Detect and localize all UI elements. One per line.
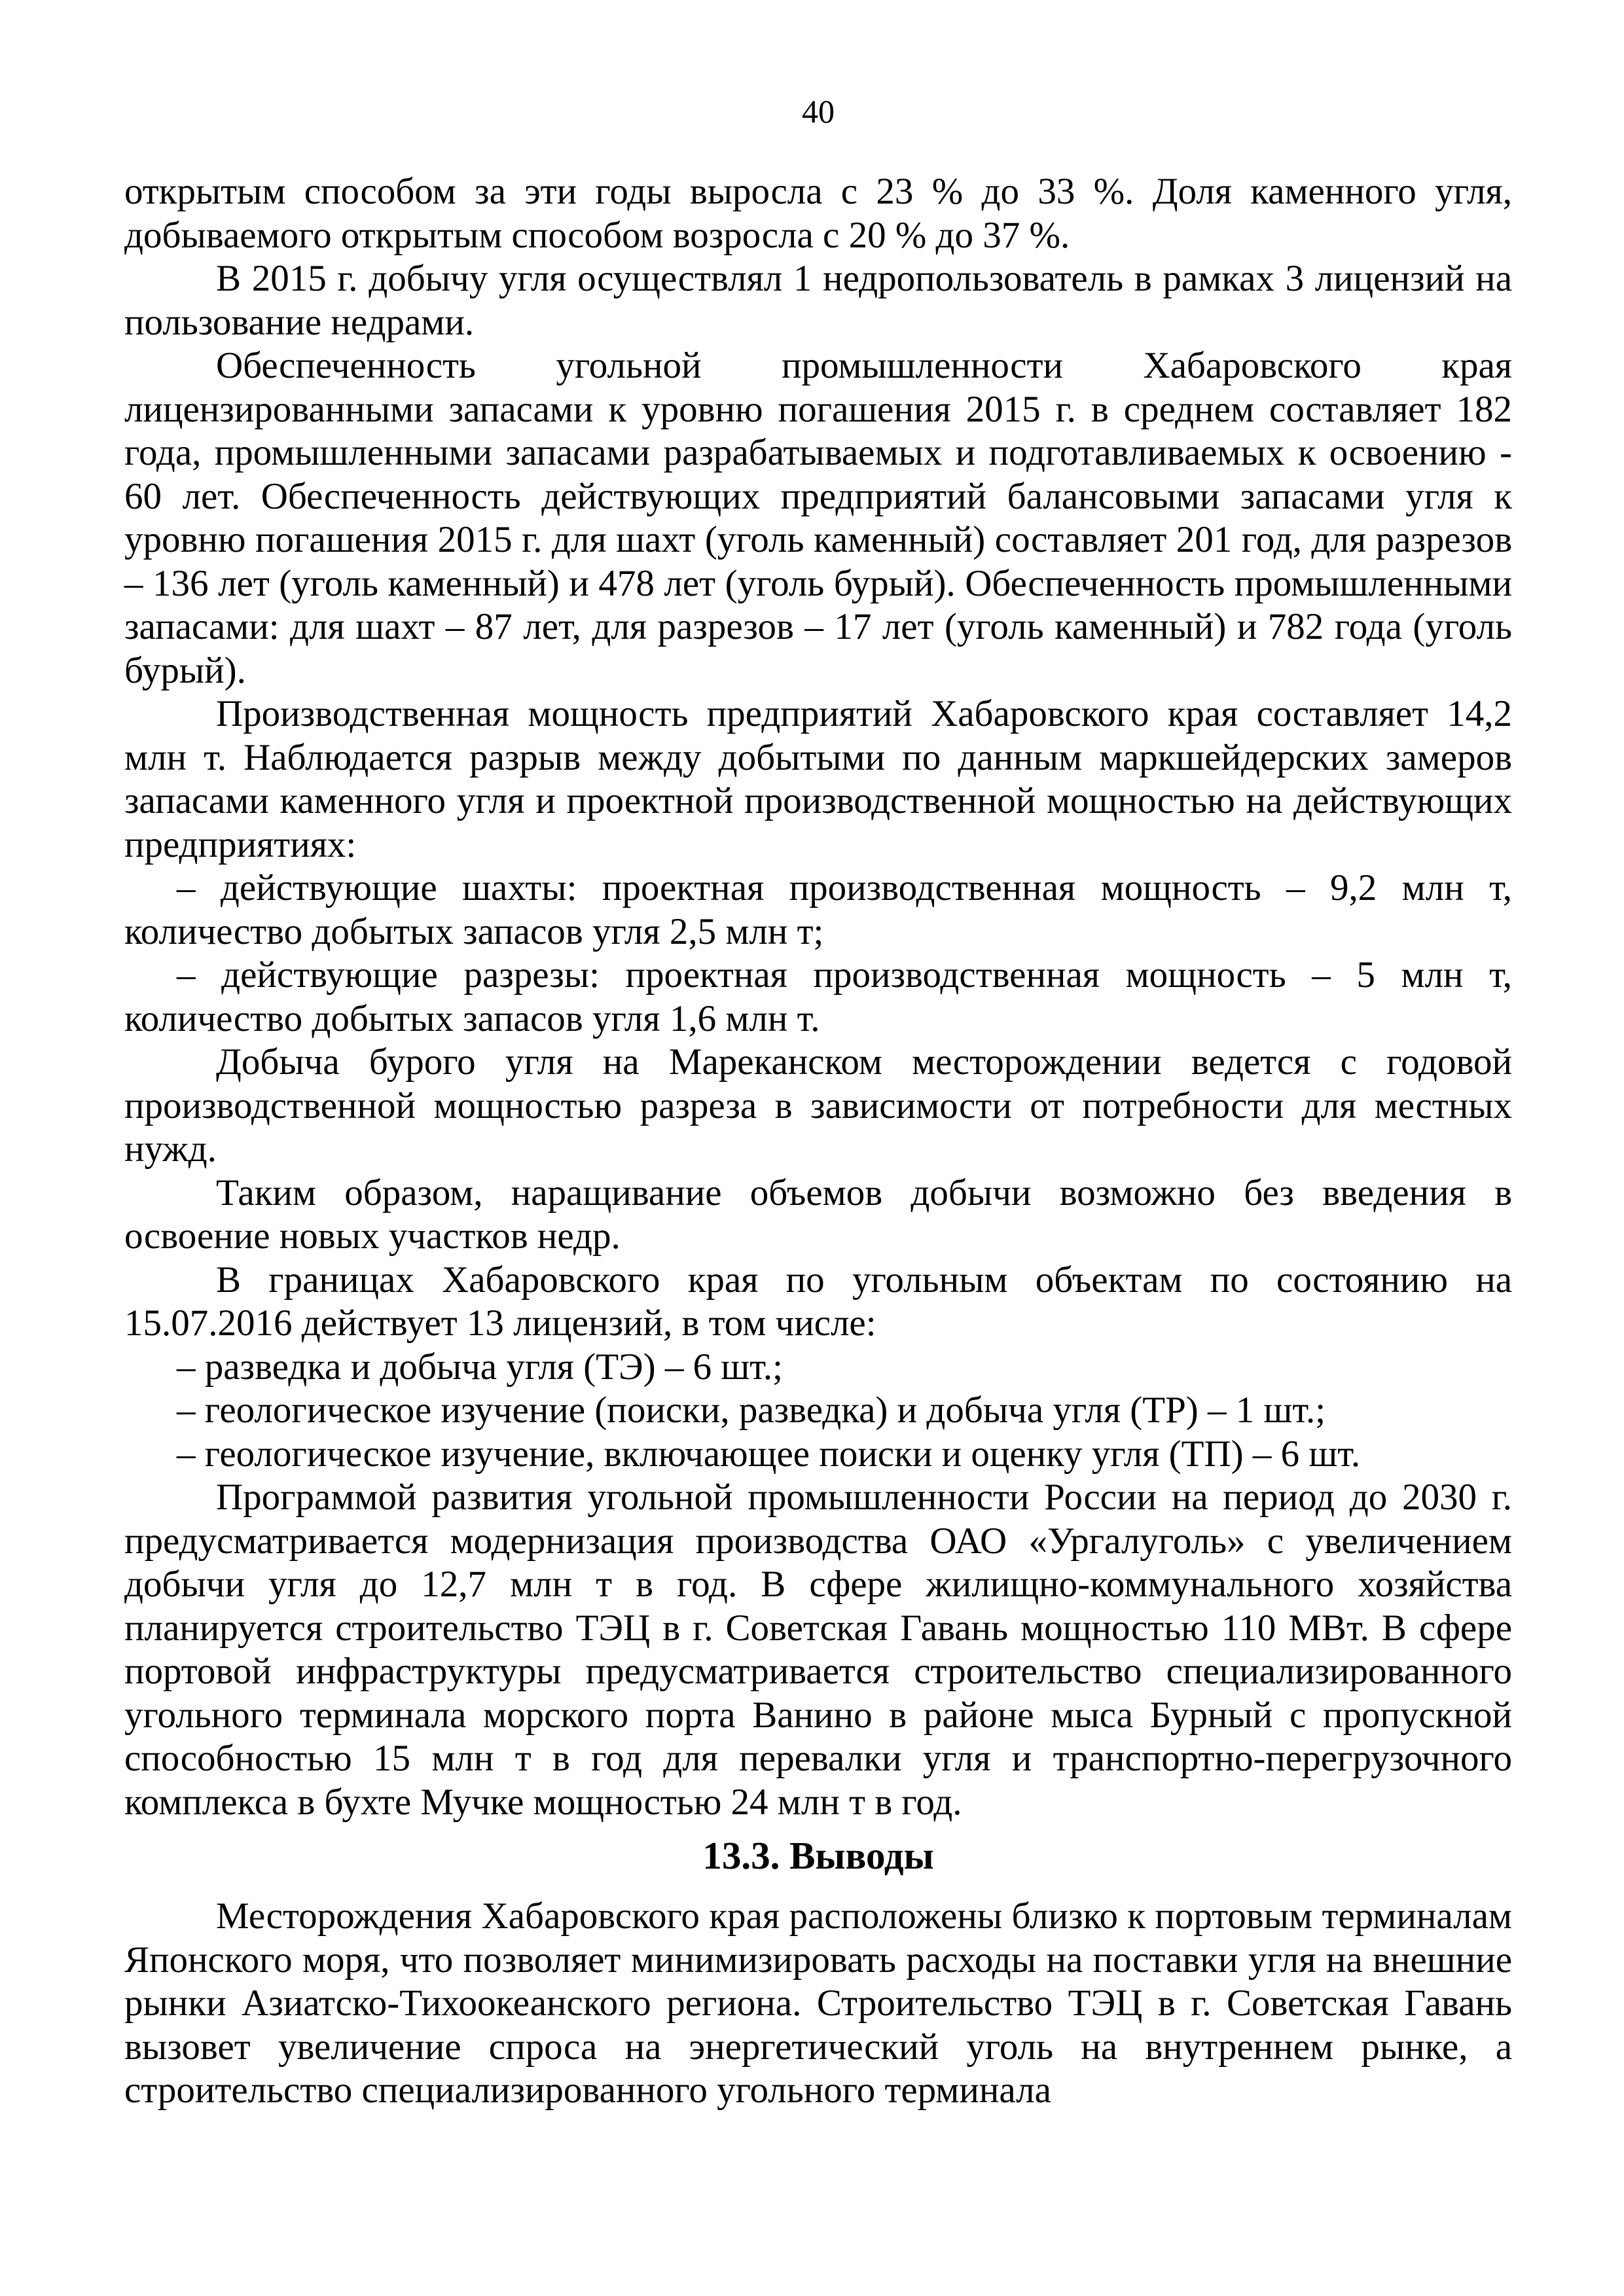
paragraph-production-capacity: Производственная мощность предприятий Хабаровского края составляет 14,2 млн т. Наблюдается разрыв между добытыми по данным маркшейдерских замеров запасами каменного угля и проектной производственной мощностью на действующих предприятиях: [124, 693, 1512, 865]
license-item: – геологическое изучение (поиски, разведка) и добыча угля (ТР) – 1 шт.; [177, 1390, 1326, 1431]
paragraph-marekan-deposit: Добыча бурого угля на Мареканском месторождении ведется с годовой производственной мощностью разреза в зависимости от потребности для местных нужд. [124, 1041, 1512, 1170]
paragraph-production-growth: Таким образом, наращивание объемов добычи возможно без введения в освоение новых участков недр. [124, 1172, 1512, 1257]
paragraph-subsoil-user: В 2015 г. добычу угля осуществлял 1 недропользователь в рамках 3 лицензий на пользование недрами. [124, 258, 1512, 343]
section-title: 13.3. Выводы [702, 1834, 934, 1877]
license-list [124, 1346, 1512, 1477]
page-number: 40 [802, 93, 835, 130]
dash-item-open-pits: – действующие разрезы: проектная производственная мощность – 5 млн т, количество добытых запасов угля 1,6 млн т. [124, 954, 1512, 1039]
paragraph-development-program: Программой развития угольной промышленности России на период до 2030 г. предусматривается модернизация производства ОАО «Ургалуголь» с увеличением добычи угля до 12,7 млн т в год. В сфере жилищно-коммунального хозяйства планируется строительство ТЭЦ в г. Советская Гавань мощностью 110 МВт. В сфере портовой инфраструктуры предусматривается строительство специализированного угольного терминала морского порта Ванино в районе мыса Бурный с пропускной способностью 15 млн т в год для перевалки угля и транспортно-перегрузочного комплекса в бухте Мучке мощностью 24 млн т в год. [124, 1477, 1512, 1823]
paragraph-reserves-supply: Обеспеченность угольной промышленности Хабаровского края лицензированными запасами к уровню погашения 2015 г. в среднем составляет 182 года, промышленными запасами разрабатываемых и подготавливаемых к освоению - 60 лет. Обеспеченность действующих предприятий балансовыми запасами угля к уровню погашения 2015 г. для шахт (уголь каменный) составляет 201 год, для разрезов – 136 лет (уголь каменный) и 478 лет (уголь бурый). Обеспеченность промышленными запасами: для шахт – 87 лет, для разрезов – 17 лет (уголь каменный) и 782 года (уголь бурый). [124, 345, 1512, 691]
paragraph-conclusions: Месторождения Хабаровского края расположены близко к портовым терминалам Японского моря, что позволяет минимизировать расходы на поставки угля на внешние рынки Азиатско-Тихоокеанского региона. Строительство ТЭЦ в г. Советская Гавань вызовет увеличение спроса на энергетический уголь на внутреннем рынке, а строительство специализированного угольного терминала [124, 1895, 1512, 2111]
license-item: – разведка и добыча угля (ТЭ) – 6 шт.; [177, 1346, 783, 1388]
paragraph-licenses: В границах Хабаровского края по угольным объектам по состоянию на 15.07.2016 действует 13 лицензий, в том числе: [124, 1259, 1512, 1344]
license-item: – геологическое изучение, включающее поиски и оценку угля (ТП) – 6 шт. [177, 1433, 1361, 1475]
document-page [124, 92, 1512, 2113]
paragraph-open-pit-share: открытым способом за эти годы выросла с 23 % до 33 %. Доля каменного угля, добываемого открытым способом возросла с 20 % до 37 %. [124, 171, 1512, 256]
dash-item-mines: – действующие шахты: проектная производственная мощность – 9,2 млн т, количество добытых запасов угля 2,5 млн т; [124, 867, 1512, 952]
